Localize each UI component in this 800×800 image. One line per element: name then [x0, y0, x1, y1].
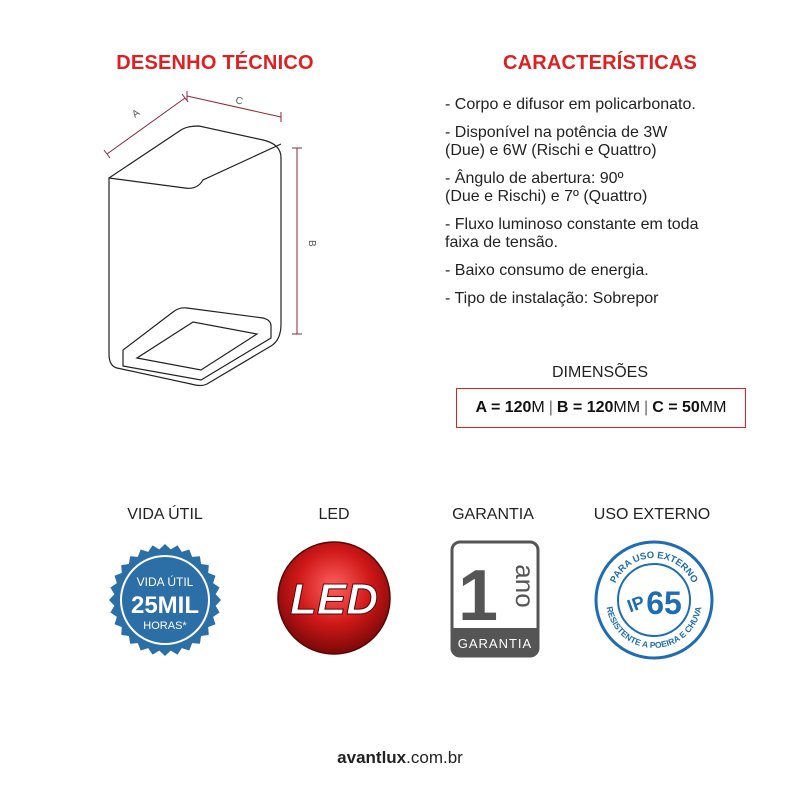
dimensions-title: DIMENSÕES: [551, 364, 648, 381]
feature-item: - Disponível na potência de 3W (Due) e 6W (Rischi e Quattro): [445, 124, 668, 159]
seal-bottom-text: HORAS*: [143, 620, 187, 632]
feature-item: - Baixo consumo de energia.: [445, 262, 649, 279]
dimension-c-unit: MM: [699, 399, 727, 416]
ip-prefix: IP: [624, 591, 648, 617]
footer-domain: .com.br: [406, 748, 463, 767]
warranty-badge-icon: [450, 540, 540, 658]
dim-label-c: C: [234, 95, 244, 108]
life-label: VIDA ÚTIL: [127, 506, 203, 523]
dimension-separator: |: [644, 399, 649, 416]
technical-drawing: [95, 88, 335, 398]
ip65-badge-icon: [592, 538, 716, 662]
led-label: LED: [318, 506, 350, 523]
seal-main-text: 25MIL: [130, 592, 200, 619]
dimension-b-value: B = 120: [556, 399, 614, 416]
dimensions-box: [456, 388, 746, 428]
ip-ring-bottom-text: RESISTENTE A POEIRA E CHUVA: [604, 605, 704, 651]
seal-top-text: VIDA ÚTIL: [136, 575, 194, 589]
dimension-a-value: A = 120: [475, 399, 532, 416]
warranty-unit: ano: [510, 564, 540, 608]
feature-item: - Tipo de instalação: Sobrepor: [445, 290, 659, 307]
luminaire-outline: [109, 126, 281, 386]
ip-number: 65: [646, 585, 682, 621]
dim-label-a: A: [130, 107, 143, 121]
dimension-b-unit: MM: [613, 399, 641, 416]
lifespan-seal-icon: [108, 543, 222, 657]
ip-ring-top-text: PARA USO EXTERNO: [608, 549, 700, 585]
outdoor-label: USO EXTERNO: [593, 506, 711, 523]
led-badge-text: LED: [290, 575, 378, 624]
features-list: [445, 96, 785, 318]
dim-label-b: B: [306, 240, 317, 247]
dimension-a-unit: M: [531, 399, 545, 416]
feature-item: - Fluxo luminoso constante em toda faixa de tensão.: [445, 216, 699, 251]
led-badge-icon: [274, 538, 394, 658]
warranty-label: GARANTIA: [452, 506, 534, 523]
technical-drawing-heading: DESENHO TÉCNICO: [116, 52, 314, 74]
footer-website: [300, 748, 500, 768]
warranty-number: 1: [457, 556, 499, 636]
feature-item: - Ângulo de abertura: 90º (Due e Rischi) e 7º (Quattro): [445, 170, 648, 205]
feature-item: - Corpo e difusor em policarbonato.: [445, 96, 696, 113]
footer-brand: avantlux: [337, 748, 407, 767]
warranty-badge-text: GARANTIA: [457, 636, 533, 651]
dimension-c-value: C = 50: [652, 399, 700, 416]
dimension-separator: |: [548, 399, 553, 416]
features-heading: CARACTERÍSTICAS: [502, 52, 698, 74]
